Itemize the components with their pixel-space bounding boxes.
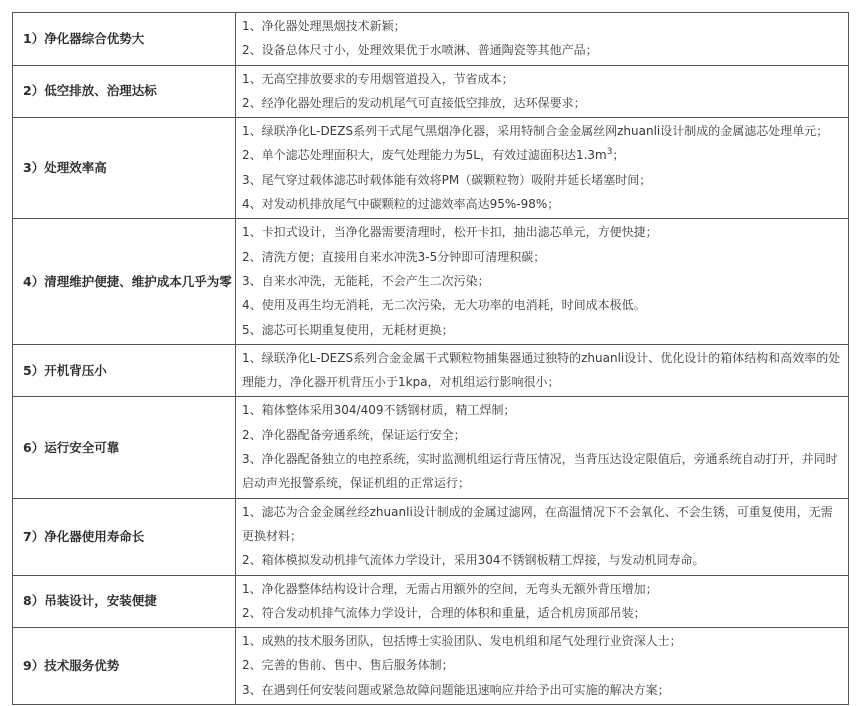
feature-description bbox=[236, 65, 849, 118]
feature-title: 2）低空排放、治理达标 bbox=[13, 65, 236, 118]
description-line: 2、净化器配备旁通系统，保证运行安全； bbox=[242, 427, 466, 442]
description-line: 1、绿联净化L-DEZS系列干式尾气黑烟净化器，采用特制合金金属丝网zhuanli设计制成的金属滤芯处理单元； bbox=[242, 124, 829, 139]
description-line: 2、箱体模拟发动机排气流体力学设计，采用304不锈钢板精工焊接，与发动机同寿命。 bbox=[242, 553, 705, 568]
feature-description bbox=[236, 498, 849, 575]
description-line: 2、经净化器处理后的发动机尾气可直接低空排放，达环保要求； bbox=[242, 95, 586, 110]
feature-description bbox=[236, 628, 849, 705]
description-line: 1、无高空排放要求的专用烟管道投入，节省成本； bbox=[242, 71, 514, 86]
description-line: 2、单个滤芯处理面积大，废气处理能力为5L，有效过滤面积达$1.3m^3$； bbox=[242, 147, 625, 163]
feature-description bbox=[236, 344, 849, 397]
feature-description bbox=[236, 13, 849, 66]
feature-description bbox=[236, 118, 849, 219]
feature-title: 5）开机背压小 bbox=[13, 344, 236, 397]
description-line: 3、尾气穿过载体滤芯时载体能有效将PM（碳颗粒物）吸附并延长堵塞时间； bbox=[242, 172, 652, 187]
description-line: 1、成熟的技术服务团队，包括博士实验团队、发电机组和尾气处理行业资深人士； bbox=[242, 634, 682, 649]
description-line: 1、卡扣式设计，当净化器需要清理时，松开卡扣，抽出滤芯单元，方便快捷； bbox=[242, 225, 658, 240]
description-line: 4、使用及再生均无消耗，无二次污染，无大功率的电消耗，时间成本极低。 bbox=[242, 298, 646, 313]
description-line: 1、净化器处理黑烟技术新颖； bbox=[242, 19, 406, 33]
description-line: 4、对发动机排放尾气中碳颗粒的过滤效率高达95%-98%； bbox=[242, 197, 560, 212]
description-line: 2、清洗方便；直接用自来水冲洗3-5分钟即可清理积碳； bbox=[242, 249, 546, 264]
feature-title: 3）处理效率高 bbox=[13, 118, 236, 219]
feature-table bbox=[12, 12, 849, 705]
feature-table-body bbox=[13, 13, 849, 705]
description-line: 1、滤芯为合金金属丝经zhuanli设计制成的金属过滤网，在高温情况下不会氧化、不会生锈，可重复使用，无需更换材料； bbox=[242, 504, 833, 543]
description-line: 1、净化器整体结构设计合理，无需占用额外的空间，无弯头无额外背压增加； bbox=[242, 581, 658, 596]
feature-title: 7）净化器使用寿命长 bbox=[13, 498, 236, 575]
table-row bbox=[13, 498, 849, 575]
table-row bbox=[13, 219, 849, 344]
table-row bbox=[13, 13, 849, 66]
table-row bbox=[13, 397, 849, 498]
description-line: 2、设备总体尺寸小，处理效果优于水喷淋、普通陶瓷等其他产品； bbox=[242, 43, 598, 58]
description-line: 3、在遇到任何安装问题或紧急故障问题能迅速响应并给予出可实施的解决方案； bbox=[242, 682, 670, 697]
description-line: 2、符合发动机排气流体力学设计，合理的体积和重量，适合机房顶部吊装； bbox=[242, 605, 646, 620]
description-line: 2、完善的售前、售中、售后服务体制； bbox=[242, 658, 454, 673]
description-line: 3、净化器配备独立的电控系统，实时监测机组运行背压情况，当背压达设定限值后，旁通系统自动打开，并同时启动声光报警系统，保证机组的正常运行； bbox=[242, 452, 838, 491]
description-line: 3、自来水冲洗，无能耗，不会产生二次污染； bbox=[242, 273, 490, 288]
feature-description bbox=[236, 575, 849, 628]
description-line: 5、滤芯可长期重复使用，无耗材更换； bbox=[242, 322, 454, 337]
feature-title: 4）清理维护便捷、维护成本几乎为零 bbox=[13, 219, 236, 344]
description-line: 1、箱体整体采用304/409不锈钢材质，精工焊制； bbox=[242, 403, 516, 418]
table-row bbox=[13, 65, 849, 118]
table-row bbox=[13, 575, 849, 628]
table-row bbox=[13, 344, 849, 397]
feature-title: 8）吊装设计，安装便捷 bbox=[13, 575, 236, 628]
feature-title: 9）技术服务优势 bbox=[13, 628, 236, 705]
feature-title: 1）净化器综合优势大 bbox=[13, 13, 236, 66]
description-line: 1、绿联净化L-DEZS系列合金金属干式颗粒物捕集器通过独特的zhuanli设计、优化设计的箱体结构和高效率的处理能力，净化器开机背压小于1kpa，对机组运行影响很小； bbox=[242, 350, 841, 390]
table-row bbox=[13, 118, 849, 219]
feature-title: 6）运行安全可靠 bbox=[13, 397, 236, 498]
table-row bbox=[13, 628, 849, 705]
feature-description bbox=[236, 397, 849, 498]
feature-description bbox=[236, 219, 849, 344]
